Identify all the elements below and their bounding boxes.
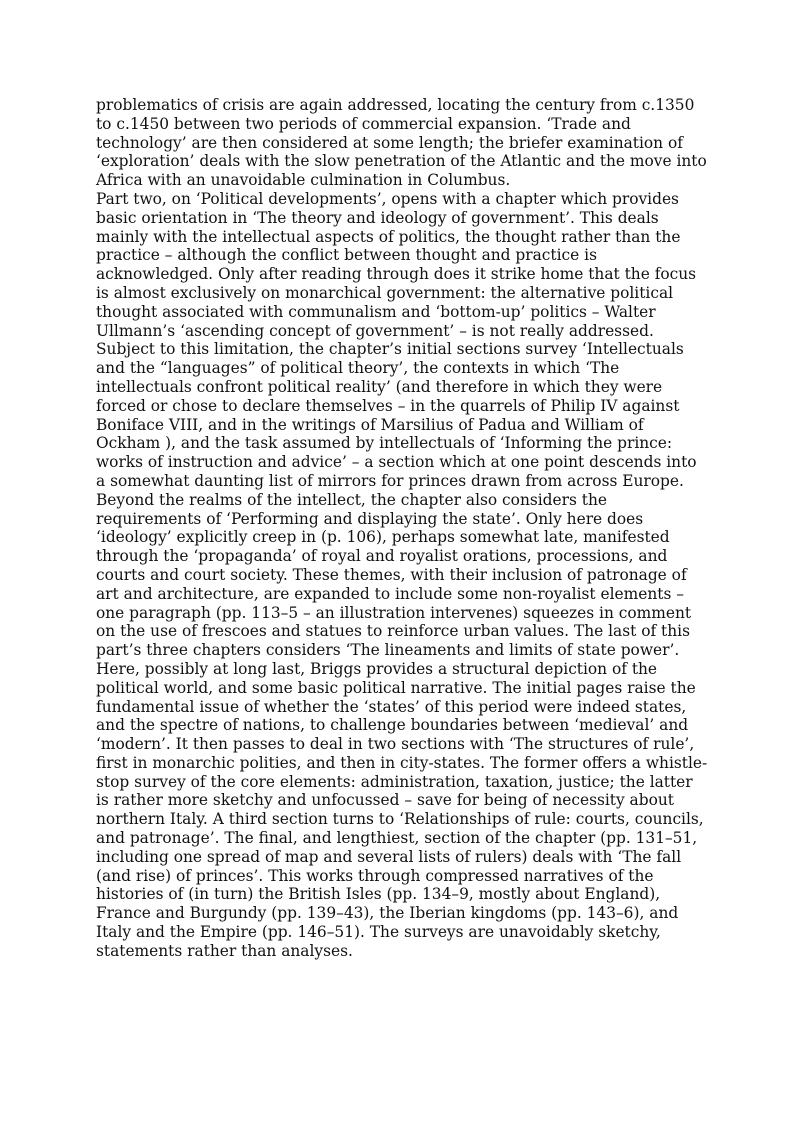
body-paragraph: problematics of crisis are again addressed, locating the century from c.1350 to c.1450 between two periods of commercial expansion. ‘Trade and technology’ are then considered at some length; the briefer examination of ‘exploration’ deals with the slow penetration of the Atlantic and the move into Africa with an unavoidable culmination in Columbus. xyxy=(96,96,707,190)
body-paragraph: Part two, on ‘Political developments’, opens with a chapter which provides basic orientation in ‘The theory and ideology of government’. This deals mainly with the intellectual aspects of politics, the thought rather than the practice – although the conflict between thought and practice is acknowledged. Only after reading through does it strike home that the focus is almost exclusively on monarchical government: the alternative political thought associated with communalism and ‘bottom-up’ politics – Walter Ullmann’s ‘ascending concept of government’ – is not really addressed. Subject to this limitation, the chapter’s initial sections survey ‘Intellectuals and the “languages” of political theory’, the contexts in which ‘The intellectuals confront political reality’ (and therefore in which they were forced or chose to declare themselves – in the quarrels of Philip IV against Boniface VIII, and in the writings of Marsilius of Padua and William of Ockham ), and the task assumed by intellectuals of ‘Informing the prince: works of instruction and advice’ – a section which at one point descends into a somewhat daunting list of mirrors for princes drawn from across Europe. Beyond the realms of the intellect, the chapter also considers the requirements of ‘Performing and displaying the state’. Only here does ‘ideology’ explicitly creep in (p. 106), perhaps somewhat late, manifested through the ‘propaganda’ of royal and royalist orations, processions, and courts and court society. These themes, with their inclusion of patronage of art and architecture, are expanded to include some non-royalist elements – one paragraph (pp. 113–5 – an illustration intervenes) squeezes in comment on the use of frescoes and statues to reinforce urban values. The last of this part’s three chapters considers ‘The lineaments and limits of state power’. Here, possibly at long last, Briggs provides a structural depiction of the political world, and some basic political narrative. The initial pages raise the fundamental issue of whether the ‘states’ of this period were indeed states, and the spectre of nations, to challenge boundaries between ‘medieval’ and ‘modern’. It then passes to deal in two sections with ‘The structures of rule’, first in monarchic polities, and then in city-states. The former offers a whistle-stop survey of the core elements: administration, taxation, justice; the latter is rather more sketchy and unfocussed – save for being of necessity about northern Italy. A third section turns to ‘Relationships of rule: courts, councils, and patronage’. The final, and lengthiest, section of the chapter (pp. 131–51, including one spread of map and several lists of rulers) deals with ‘The fall (and rise) of princes’. This works through compressed narratives of the histories of (in turn) the British Isles (pp. 134–9, mostly about England), France and Burgundy (pp. 139–43), the Iberian kingdoms (pp. 143–6), and Italy and the Empire (pp. 146–51). The surveys are unavoidably sketchy, statements rather than analyses. xyxy=(96,189,708,960)
document-page xyxy=(96,96,708,961)
